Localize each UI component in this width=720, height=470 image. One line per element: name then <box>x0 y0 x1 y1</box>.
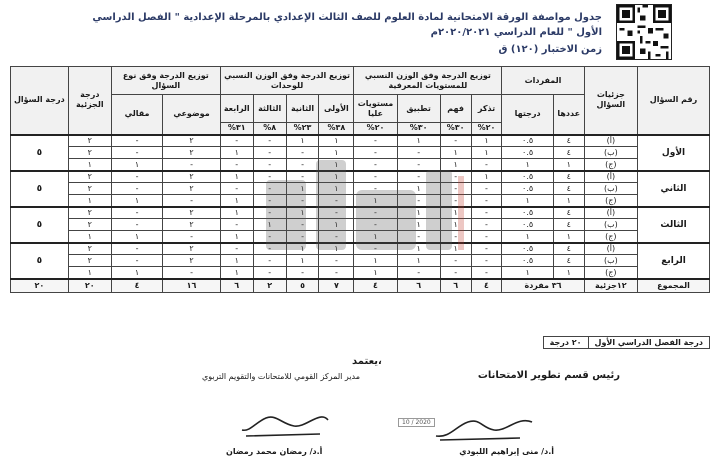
total-label: المجموع <box>638 279 710 293</box>
cell-u1: - <box>319 255 354 267</box>
cell-u4: ١ <box>220 255 253 267</box>
items-count: ٤ <box>553 135 584 147</box>
signature-block-right <box>478 370 620 381</box>
total-parts: ١٢جزئية <box>584 279 637 293</box>
table-row <box>11 195 710 207</box>
cell-c1: ١ <box>471 171 502 183</box>
cell-u2: ١ <box>286 255 319 267</box>
percent-u3: ٨% <box>253 123 286 135</box>
total-row <box>11 279 710 293</box>
cell-u3: - <box>253 207 286 219</box>
cell-u2: - <box>286 159 319 171</box>
cell-pg: ٢ <box>68 171 111 183</box>
cell-u4: ١ <box>220 267 253 279</box>
cell-c4: - <box>354 207 397 219</box>
term-grade-table <box>543 336 710 349</box>
items-grade: ٠.٥ <box>502 219 553 231</box>
question-part: (ب) <box>584 183 637 195</box>
cell-c1: - <box>471 267 502 279</box>
cell-u3: - <box>253 195 286 207</box>
cell-c3: ١ <box>397 183 440 195</box>
cell-u2: ١ <box>286 243 319 255</box>
right-role: رئيس قسم تطوير الامتحانات <box>477 370 620 381</box>
cell-u2: - <box>286 231 319 243</box>
items-grade: ١ <box>502 267 553 279</box>
total-c1: ٤ <box>471 279 502 293</box>
cell-t1: - <box>163 267 221 279</box>
cell-c3: ١ <box>397 207 440 219</box>
cell-t2: ١ <box>111 195 162 207</box>
percent-u1: ٣٨% <box>319 123 354 135</box>
cell-c3: - <box>397 171 440 183</box>
cell-t2: - <box>111 147 162 159</box>
cell-c4: - <box>354 243 397 255</box>
cell-u1: ١ <box>319 243 354 255</box>
cell-c2: - <box>440 183 471 195</box>
cell-c2: ١ <box>440 147 471 159</box>
question-part: (ج) <box>584 267 637 279</box>
cell-c4: ١ <box>354 231 397 243</box>
table-row <box>11 243 710 255</box>
cell-u4: - <box>220 243 253 255</box>
question-part: (ب) <box>584 219 637 231</box>
cell-pg: ٢ <box>68 243 111 255</box>
cell-pg: ١ <box>68 231 111 243</box>
header-question-grade: درجة السؤال <box>11 67 69 135</box>
signature-block-left <box>202 372 360 381</box>
items-count: ١ <box>553 267 584 279</box>
header-c4: مستويات عليا <box>354 95 397 123</box>
cell-u3: - <box>253 231 286 243</box>
items-count: ٤ <box>553 147 584 159</box>
left-role: مدير المركز القومي للامتحانات والتقويم التربوي <box>202 372 361 381</box>
left-name: أ.د/ رمضان محمد رمضان <box>226 447 323 456</box>
question-part: (ج) <box>584 195 637 207</box>
cell-pg: ١ <box>68 195 111 207</box>
cell-c3: - <box>397 147 440 159</box>
cell-c2: ١ <box>440 207 471 219</box>
cell-c1: ١ <box>471 135 502 147</box>
cell-t1: - <box>163 231 221 243</box>
header-t2: مقالي <box>111 95 162 135</box>
header-c3: تطبيق <box>397 95 440 123</box>
cell-t2: - <box>111 219 162 231</box>
signature-right <box>420 412 540 446</box>
cell-pg: ٢ <box>68 255 111 267</box>
cell-c2: - <box>440 171 471 183</box>
document-title <box>82 10 602 57</box>
cell-c1: - <box>471 159 502 171</box>
header-question-type: توزيع الدرجة وفق نوع السؤال <box>111 67 220 95</box>
cell-c1: - <box>471 183 502 195</box>
items-grade: ١ <box>502 159 553 171</box>
items-count: ٤ <box>553 171 584 183</box>
cell-t2: - <box>111 183 162 195</box>
items-grade: ١ <box>502 231 553 243</box>
cell-c4: ١ <box>354 195 397 207</box>
items-count: ٤ <box>553 243 584 255</box>
cell-c4: - <box>354 159 397 171</box>
cell-t1: ٢ <box>163 243 221 255</box>
cell-c3: - <box>397 231 440 243</box>
right-name: أ.د/ منى إبراهيم اللبودي <box>459 447 554 456</box>
cell-u3: - <box>253 255 286 267</box>
cell-u1: - <box>319 267 354 279</box>
term-grade-label: درجة الفصل الدراسي الأول <box>588 337 710 349</box>
cell-u3: - <box>253 135 286 147</box>
header-question-parts: جزئيات السؤال <box>584 67 637 135</box>
total-t2: ٤ <box>111 279 162 293</box>
items-grade: ٠.٥ <box>502 255 553 267</box>
cell-u2: - <box>286 219 319 231</box>
cell-u2: ١ <box>286 183 319 195</box>
table-row <box>11 219 710 231</box>
cell-t2: ١ <box>111 267 162 279</box>
specification-table <box>10 66 710 293</box>
cell-c2: - <box>440 255 471 267</box>
question-part: (ب) <box>584 255 637 267</box>
cell-c1: ١ <box>471 147 502 159</box>
cell-c2: - <box>440 231 471 243</box>
table-row <box>11 171 710 183</box>
signature-left <box>236 406 336 440</box>
cell-t1: ٢ <box>163 255 221 267</box>
percent-c3: ٣٠% <box>397 123 440 135</box>
header-c1: تذكر <box>471 95 502 123</box>
header-t1: موضوعي <box>163 95 221 135</box>
cell-u1: ١ <box>319 159 354 171</box>
cell-u4: - <box>220 183 253 195</box>
cell-c4: ١ <box>354 267 397 279</box>
items-grade: ٠.٥ <box>502 147 553 159</box>
cell-u4: ١ <box>220 231 253 243</box>
question-name: الثاني <box>638 171 710 207</box>
header-c2: فهم <box>440 95 471 123</box>
items-count: ٤ <box>553 255 584 267</box>
header-items-grade: درجتها <box>502 95 553 135</box>
cell-c4: ١ <box>354 255 397 267</box>
cell-u2: - <box>286 267 319 279</box>
items-grade: ٠.٥ <box>502 243 553 255</box>
cell-u1: - <box>319 207 354 219</box>
table-row <box>11 207 710 219</box>
items-count: ١ <box>553 159 584 171</box>
cell-t2: - <box>111 171 162 183</box>
cell-c4: - <box>354 219 397 231</box>
question-name: الثالث <box>638 207 710 243</box>
question-part: (ج) <box>584 159 637 171</box>
cell-c3: ١ <box>397 243 440 255</box>
table-row <box>11 159 710 171</box>
cell-t2: - <box>111 135 162 147</box>
cell-u2: ١ <box>286 135 319 147</box>
question-grade: ٥ <box>11 135 69 171</box>
question-part: (أ) <box>584 243 637 255</box>
total-question-grade: ٢٠ <box>11 279 69 293</box>
cell-c3: ١ <box>397 255 440 267</box>
specification-table-container <box>10 66 710 350</box>
header-units: توزيع الدرجة وفق الوزن النسبي للوحدات <box>220 67 354 95</box>
cell-u2: ١ <box>286 207 319 219</box>
header-u1: الأولى <box>319 95 354 123</box>
cell-c2: - <box>440 135 471 147</box>
cell-pg: ٢ <box>68 219 111 231</box>
table-row <box>11 183 710 195</box>
cell-t2: ١ <box>111 159 162 171</box>
total-count: ٣٦ مفردة <box>502 279 584 293</box>
header-u4: الرابعة <box>220 95 253 123</box>
table-row <box>11 147 710 159</box>
cell-c1: - <box>471 243 502 255</box>
cell-u1: - <box>319 195 354 207</box>
table-body <box>11 135 710 279</box>
cell-t1: ٢ <box>163 183 221 195</box>
percent-c2: ٣٠% <box>440 123 471 135</box>
cell-t1: ٢ <box>163 147 221 159</box>
cell-c1: - <box>471 255 502 267</box>
cell-u4: ١ <box>220 171 253 183</box>
title-line-1: جدول مواصفة الورقة الامتحانية لمادة العلوم للصف الثالث الإعدادي بالمرحلة الإعدادية " الفصل الدراسي الأول " للعام الدراسي ٢٠٢٠/٢٠٢١م <box>92 12 602 38</box>
cell-c1: - <box>471 231 502 243</box>
signature-stamp: 10 / 2020 <box>398 418 435 427</box>
cell-c4: - <box>354 171 397 183</box>
header-u3: الثالثة <box>253 95 286 123</box>
items-count: ٤ <box>553 219 584 231</box>
table-row <box>11 231 710 243</box>
cell-t1: - <box>163 159 221 171</box>
cell-c2: ١ <box>440 243 471 255</box>
total-u2: ٥ <box>286 279 319 293</box>
cell-u4: ١ <box>220 207 253 219</box>
cell-u4: - <box>220 135 253 147</box>
cell-t1: ٢ <box>163 207 221 219</box>
cell-c2: ١ <box>440 159 471 171</box>
cell-c3: - <box>397 195 440 207</box>
total-c2: ٦ <box>440 279 471 293</box>
question-part: (ج) <box>584 231 637 243</box>
qr-code <box>616 4 672 60</box>
question-part: (أ) <box>584 171 637 183</box>
cell-pg: ٢ <box>68 183 111 195</box>
items-grade: ٠.٥ <box>502 183 553 195</box>
cell-pg: ١ <box>68 159 111 171</box>
cell-c3: ١ <box>397 219 440 231</box>
cell-u2: - <box>286 147 319 159</box>
header-items-count: عددها <box>553 95 584 135</box>
header-part-grade: درجة الجزئية <box>68 67 111 135</box>
cell-c3: - <box>397 159 440 171</box>
cell-c4: - <box>354 135 397 147</box>
cell-t2: - <box>111 243 162 255</box>
cell-pg: ٢ <box>68 135 111 147</box>
total-t1: ١٦ <box>163 279 221 293</box>
cell-u1: ١ <box>319 147 354 159</box>
cell-u4: - <box>220 219 253 231</box>
cell-u3: - <box>253 171 286 183</box>
cell-t2: ١ <box>111 231 162 243</box>
cell-c2: ١ <box>440 219 471 231</box>
total-u4: ٦ <box>220 279 253 293</box>
cell-u1: ١ <box>319 183 354 195</box>
approved-label: يعتمد، <box>352 356 382 367</box>
cell-t1: ٢ <box>163 219 221 231</box>
cell-u1: ١ <box>319 135 354 147</box>
cell-u3: - <box>253 183 286 195</box>
items-grade: ٠.٥ <box>502 207 553 219</box>
percent-c1: ٢٠% <box>471 123 502 135</box>
cell-u2: - <box>286 171 319 183</box>
cell-u1: ١ <box>319 171 354 183</box>
question-name: الأول <box>638 135 710 171</box>
items-count: ١ <box>553 231 584 243</box>
header-u2: الثانية <box>286 95 319 123</box>
items-count: ٤ <box>553 183 584 195</box>
question-part: (أ) <box>584 135 637 147</box>
cell-pg: ١ <box>68 267 111 279</box>
total-c3: ٦ <box>397 279 440 293</box>
question-name: الرابع <box>638 243 710 279</box>
cell-c1: - <box>471 195 502 207</box>
cell-pg: ٢ <box>68 207 111 219</box>
cell-u1: - <box>319 231 354 243</box>
header-items: المفردات <box>502 67 584 95</box>
cell-t1: ٢ <box>163 135 221 147</box>
cell-u3: - <box>253 147 286 159</box>
question-grade: ٥ <box>11 207 69 243</box>
cell-u1: ١ <box>319 219 354 231</box>
cell-u4: ١ <box>220 195 253 207</box>
cell-c2: - <box>440 267 471 279</box>
title-line-2: زمن الاختبار (١٢٠) ق <box>498 44 602 55</box>
term-grade-value: ٢٠ درجة <box>543 337 588 349</box>
total-u3: ٢ <box>253 279 286 293</box>
cell-u4: - <box>220 159 253 171</box>
items-count: ٤ <box>553 207 584 219</box>
cell-t2: - <box>111 207 162 219</box>
items-grade: ٠.٥ <box>502 171 553 183</box>
header-question-number: رقم السؤال <box>638 67 710 135</box>
cell-c1: - <box>471 219 502 231</box>
percent-c4: ٢٠% <box>354 123 397 135</box>
cell-u2: - <box>286 195 319 207</box>
percent-u2: ٢٣% <box>286 123 319 135</box>
cell-c4: - <box>354 147 397 159</box>
cell-c2: - <box>440 195 471 207</box>
items-grade: ١ <box>502 195 553 207</box>
question-grade: ٥ <box>11 243 69 279</box>
question-part: (أ) <box>584 207 637 219</box>
total-u1: ٧ <box>319 279 354 293</box>
items-count: ١ <box>553 195 584 207</box>
cell-t1: ٢ <box>163 171 221 183</box>
table-row <box>11 267 710 279</box>
cell-c3: ١ <box>397 135 440 147</box>
cell-u3: ١ <box>253 219 286 231</box>
cell-u3: - <box>253 243 286 255</box>
percent-u4: ٣١% <box>220 123 253 135</box>
items-grade: ٠.٥ <box>502 135 553 147</box>
cell-pg: ٢ <box>68 147 111 159</box>
question-part: (ب) <box>584 147 637 159</box>
cell-c3: - <box>397 267 440 279</box>
total-part-grade: ٢٠ <box>68 279 111 293</box>
cell-c1: - <box>471 207 502 219</box>
total-c4: ٤ <box>354 279 397 293</box>
cell-u4: ١ <box>220 147 253 159</box>
table-row <box>11 255 710 267</box>
cell-t2: - <box>111 255 162 267</box>
question-grade: ٥ <box>11 171 69 207</box>
cell-u3: - <box>253 267 286 279</box>
cell-t1: - <box>163 195 221 207</box>
cell-u3: - <box>253 159 286 171</box>
table-row <box>11 135 710 147</box>
header-cognitive: توزيع الدرجة وفق الوزن النسبي للمستويات المعرفية <box>354 67 502 95</box>
cell-c4: - <box>354 183 397 195</box>
